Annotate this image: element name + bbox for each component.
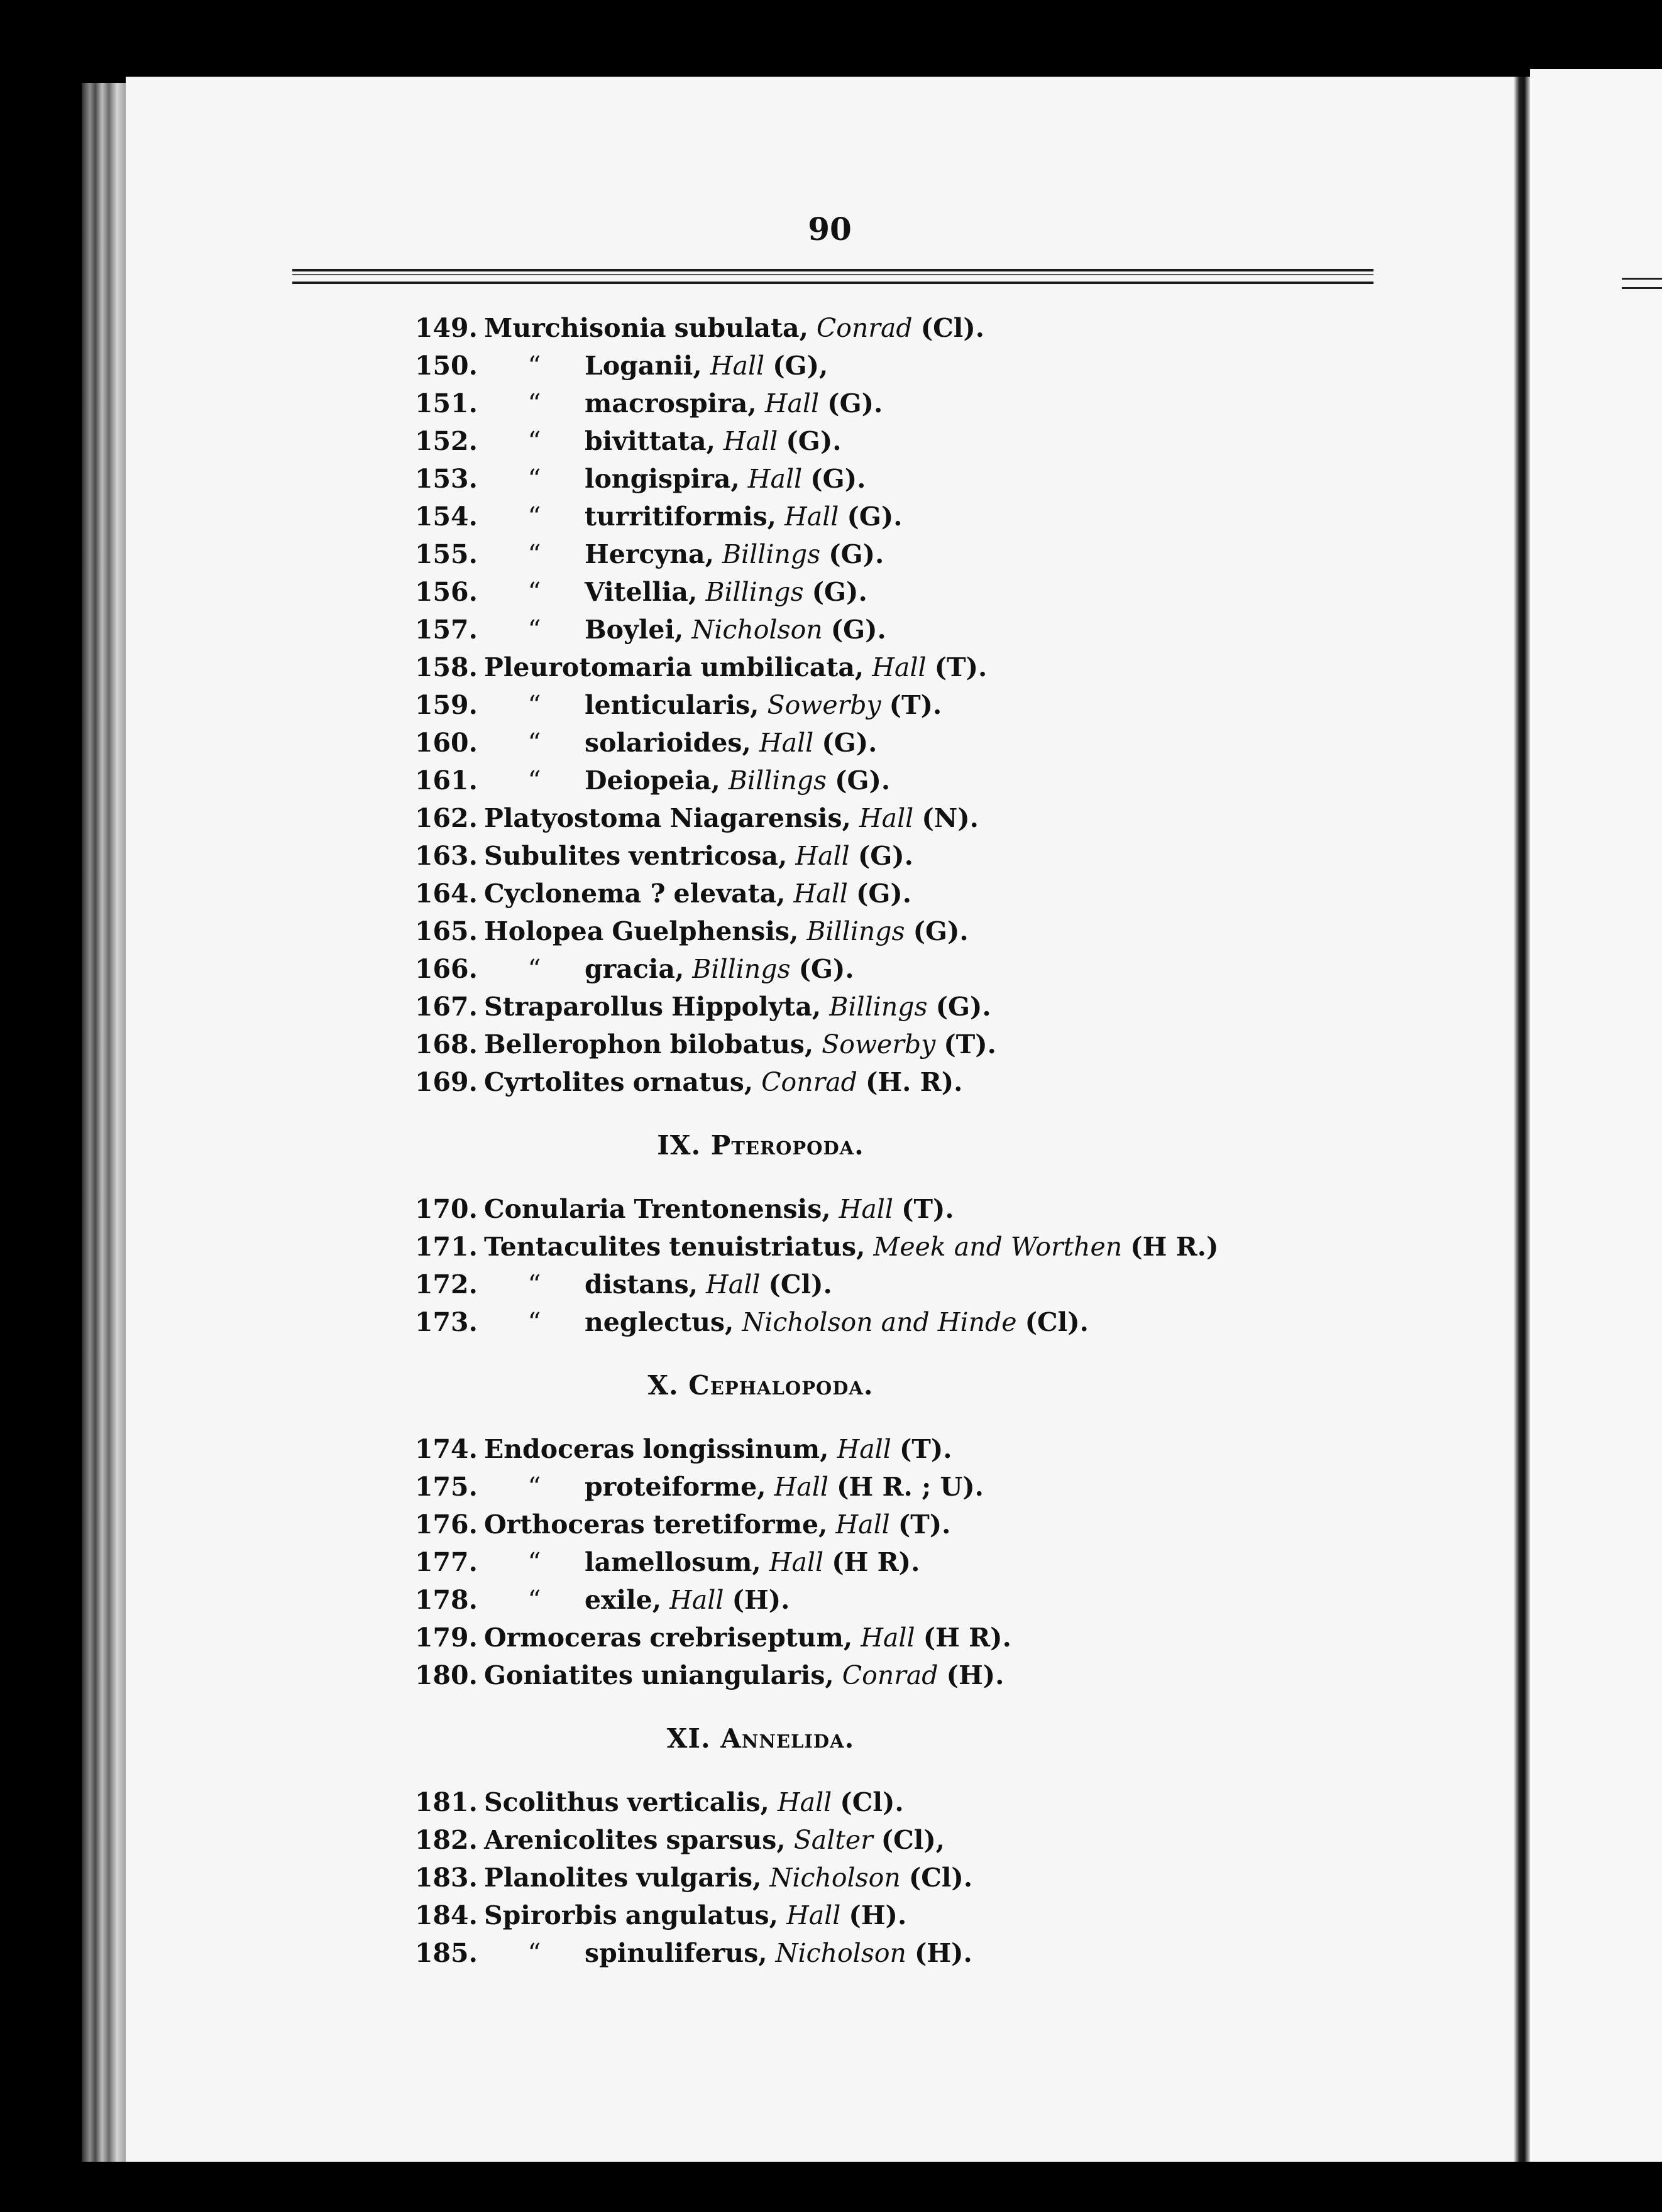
list-item bbox=[415, 1543, 1395, 1581]
locality-code: (G). bbox=[827, 388, 883, 419]
entry-number: 157. bbox=[415, 615, 478, 645]
author-name: Billings bbox=[705, 577, 804, 607]
author-name: Nicholson bbox=[769, 1863, 901, 1893]
author-name: Salter bbox=[793, 1825, 873, 1855]
list-item bbox=[415, 422, 1395, 460]
entry-number: 167. bbox=[415, 992, 478, 1022]
list-item bbox=[415, 1430, 1395, 1468]
list-item bbox=[415, 724, 1395, 762]
header-rule bbox=[292, 269, 1373, 284]
locality-code: (H). bbox=[946, 1660, 1004, 1690]
species-name: exile, bbox=[585, 1585, 662, 1615]
author-name: Hall bbox=[859, 803, 914, 833]
list-item bbox=[415, 573, 1395, 611]
entry-number: 182. bbox=[415, 1825, 478, 1855]
genus-name: Planolites bbox=[484, 1863, 629, 1893]
author-name: Hall bbox=[795, 841, 850, 871]
locality-code: (Cl). bbox=[920, 313, 984, 343]
species-name: subulata, bbox=[674, 313, 808, 343]
entry-number: 175. bbox=[415, 1472, 478, 1502]
entry-number: 163. bbox=[415, 841, 478, 871]
list-item bbox=[415, 988, 1395, 1026]
author-name: Billings bbox=[728, 765, 827, 796]
list-item bbox=[415, 1063, 1395, 1101]
locality-code: (T). bbox=[934, 652, 988, 682]
locality-code: (N). bbox=[922, 803, 979, 833]
entry-number: 159. bbox=[415, 690, 478, 720]
species-name: uniangularis, bbox=[641, 1660, 834, 1690]
species-name: Vitellia, bbox=[585, 577, 698, 607]
species-name: tenuistriatus, bbox=[669, 1232, 866, 1262]
entry-number: 152. bbox=[415, 426, 478, 456]
genus-name: Goniatites bbox=[484, 1660, 633, 1690]
scan-border bbox=[82, 2162, 1662, 2212]
author-name: Hall bbox=[872, 652, 927, 682]
list-item bbox=[415, 686, 1395, 724]
genus-name: Subulites bbox=[484, 841, 621, 871]
facing-page bbox=[1530, 69, 1662, 2168]
species-name: Loganii, bbox=[585, 351, 702, 381]
list-item bbox=[415, 837, 1395, 875]
entry-number: 155. bbox=[415, 539, 478, 569]
entry-number: 183. bbox=[415, 1863, 478, 1893]
entry-number: 164. bbox=[415, 879, 478, 909]
author-name: Nicholson bbox=[691, 615, 823, 645]
genus-name: Cyrtolites bbox=[484, 1067, 625, 1097]
author-name: Billings bbox=[722, 539, 821, 569]
genus-name: Bellerophon bbox=[484, 1029, 662, 1059]
author-name: Billings bbox=[692, 954, 791, 984]
locality-code: (G). bbox=[822, 728, 878, 758]
species-name: Deiopeia, bbox=[585, 765, 720, 796]
species-name: angulatus, bbox=[625, 1900, 778, 1930]
genus-name: Cyclonema ? bbox=[484, 879, 666, 909]
species-name: macrospira, bbox=[585, 388, 757, 419]
species-name: verticalis, bbox=[627, 1787, 769, 1817]
species-name: spinuliferus, bbox=[585, 1938, 768, 1968]
author-name: Hall bbox=[837, 1434, 891, 1464]
author-name: Hall bbox=[769, 1547, 824, 1577]
list-item bbox=[415, 1897, 1395, 1934]
locality-code: (G). bbox=[810, 464, 866, 494]
locality-code: (T). bbox=[898, 1509, 951, 1540]
author-name: Hall bbox=[861, 1623, 915, 1653]
author-name: Hall bbox=[759, 728, 814, 758]
author-name: Billings bbox=[829, 992, 928, 1022]
list-item bbox=[415, 347, 1395, 385]
ditto-mark: “ bbox=[527, 1585, 541, 1615]
species-name: Guelphensis, bbox=[612, 916, 799, 946]
species-name: distans, bbox=[585, 1269, 698, 1300]
locality-code: (G). bbox=[847, 501, 903, 532]
author-name: Hall bbox=[723, 426, 778, 456]
ditto-mark: “ bbox=[527, 1938, 541, 1968]
list-item bbox=[415, 460, 1395, 498]
entry-number: 158. bbox=[415, 652, 478, 682]
list-item bbox=[415, 1026, 1395, 1063]
ditto-mark: “ bbox=[527, 577, 541, 607]
locality-code: (G). bbox=[835, 765, 891, 796]
entry-number: 166. bbox=[415, 954, 478, 984]
author-name: Conrad bbox=[761, 1067, 857, 1097]
locality-code: (Cl), bbox=[881, 1825, 945, 1855]
entry-number: 181. bbox=[415, 1787, 478, 1817]
species-name: sparsus, bbox=[666, 1825, 786, 1855]
list-item bbox=[415, 1506, 1395, 1543]
species-name: crebriseptum, bbox=[649, 1623, 853, 1653]
locality-code: (G). bbox=[786, 426, 842, 456]
locality-code: (T). bbox=[944, 1029, 996, 1059]
author-name: Meek and Worthen bbox=[873, 1232, 1123, 1262]
locality-code: (H R). bbox=[923, 1623, 1011, 1653]
list-item bbox=[415, 649, 1395, 686]
locality-code: (G). bbox=[935, 992, 991, 1022]
entry-number: 160. bbox=[415, 728, 478, 758]
ditto-mark: “ bbox=[527, 728, 541, 758]
locality-code: (H R.) bbox=[1130, 1232, 1219, 1262]
entry-number: 154. bbox=[415, 501, 478, 532]
author-name: Hall bbox=[786, 1900, 841, 1930]
author-name: Hall bbox=[764, 388, 820, 419]
list-item bbox=[415, 1468, 1395, 1506]
species-name: lamellosum, bbox=[585, 1547, 761, 1577]
entry-number: 161. bbox=[415, 765, 478, 796]
ditto-mark: “ bbox=[527, 1269, 541, 1300]
author-name: Hall bbox=[747, 464, 803, 494]
ditto-mark: “ bbox=[527, 501, 541, 532]
genus-name: Ormoceras bbox=[484, 1623, 642, 1653]
species-name: teretiforme, bbox=[652, 1509, 828, 1540]
author-name: Hall bbox=[774, 1472, 829, 1502]
entry-number: 178. bbox=[415, 1585, 478, 1615]
locality-code: (Cl). bbox=[768, 1269, 832, 1300]
entry-number: 170. bbox=[415, 1194, 478, 1224]
list-item bbox=[415, 1821, 1395, 1859]
genus-name: Spirorbis bbox=[484, 1900, 617, 1930]
species-list bbox=[415, 309, 1395, 1972]
locality-code: (H R. ; U). bbox=[837, 1472, 984, 1502]
author-name: Conrad bbox=[816, 313, 913, 343]
species-name: longissinum, bbox=[642, 1434, 829, 1464]
locality-code: (H). bbox=[914, 1938, 972, 1968]
locality-code: (G). bbox=[812, 577, 867, 607]
locality-code: (T). bbox=[889, 690, 942, 720]
ditto-mark: “ bbox=[527, 426, 541, 456]
author-name: Hall bbox=[777, 1787, 832, 1817]
locality-code: (G), bbox=[773, 351, 828, 381]
ditto-mark: “ bbox=[527, 539, 541, 569]
section-heading: XI. Annelida. bbox=[666, 1723, 855, 1754]
list-item bbox=[415, 1190, 1395, 1228]
list-item bbox=[415, 498, 1395, 535]
entry-number: 180. bbox=[415, 1660, 478, 1690]
species-name: gracia, bbox=[585, 954, 685, 984]
entry-number: 174. bbox=[415, 1434, 478, 1464]
list-item bbox=[415, 912, 1395, 950]
ditto-mark: “ bbox=[527, 1547, 541, 1577]
genus-name: Platyostoma bbox=[484, 803, 662, 833]
species-name: Hippolyta, bbox=[671, 992, 822, 1022]
list-item bbox=[415, 1228, 1395, 1266]
locality-code: (G). bbox=[798, 954, 854, 984]
species-name: ventricosa, bbox=[629, 841, 788, 871]
ditto-mark: “ bbox=[527, 464, 541, 494]
entry-number: 171. bbox=[415, 1232, 478, 1262]
list-item bbox=[415, 1783, 1395, 1821]
ditto-mark: “ bbox=[527, 1307, 541, 1337]
list-item bbox=[415, 1934, 1395, 1972]
author-name: Conrad bbox=[842, 1660, 938, 1690]
list-item bbox=[415, 875, 1395, 912]
locality-code: (G). bbox=[913, 916, 969, 946]
book-gutter bbox=[1514, 77, 1530, 2163]
author-name: Billings bbox=[806, 916, 905, 946]
locality-code: (G). bbox=[856, 879, 912, 909]
species-name: bivittata, bbox=[585, 426, 715, 456]
species-name: elevata, bbox=[673, 879, 786, 909]
section-heading: X. Cephalopoda. bbox=[647, 1370, 874, 1401]
list-item bbox=[415, 762, 1395, 799]
ditto-mark: “ bbox=[527, 690, 541, 720]
species-name: bilobatus, bbox=[669, 1029, 814, 1059]
ditto-mark: “ bbox=[527, 351, 541, 381]
ditto-mark: “ bbox=[527, 1472, 541, 1502]
author-name: Sowerby bbox=[767, 690, 881, 720]
genus-name: Orthoceras bbox=[484, 1509, 645, 1540]
entry-number: 150. bbox=[415, 351, 478, 381]
author-name: Hall bbox=[784, 501, 839, 532]
species-name: proteiforme, bbox=[585, 1472, 766, 1502]
page-number: 90 bbox=[808, 211, 852, 248]
locality-code: (G). bbox=[828, 539, 884, 569]
genus-name: Murchisonia bbox=[484, 313, 666, 343]
entry-number: 153. bbox=[415, 464, 478, 494]
ditto-mark: “ bbox=[527, 388, 541, 419]
ditto-mark: “ bbox=[527, 615, 541, 645]
species-name: ornatus, bbox=[632, 1067, 754, 1097]
species-name: solarioides, bbox=[585, 728, 751, 758]
author-name: Hall bbox=[706, 1269, 761, 1300]
genus-name: Scolithus bbox=[484, 1787, 619, 1817]
species-name: longispira, bbox=[585, 464, 740, 494]
list-item bbox=[415, 385, 1395, 422]
list-item bbox=[415, 950, 1395, 988]
locality-code: (H R). bbox=[832, 1547, 920, 1577]
locality-code: (H). bbox=[849, 1900, 907, 1930]
species-name: turritiformis, bbox=[585, 501, 776, 532]
author-name: Hall bbox=[669, 1585, 724, 1615]
species-name: Hercyna, bbox=[585, 539, 714, 569]
author-name: Hall bbox=[710, 351, 765, 381]
ditto-mark: “ bbox=[527, 954, 541, 984]
entry-number: 162. bbox=[415, 803, 478, 833]
locality-code: (Cl). bbox=[908, 1863, 973, 1893]
section-heading: IX. Pteropoda. bbox=[657, 1130, 864, 1161]
species-name: Boylei, bbox=[585, 615, 684, 645]
locality-code: (Cl). bbox=[1025, 1307, 1089, 1337]
locality-code: (T). bbox=[899, 1434, 952, 1464]
genus-name: Pleurotomaria bbox=[484, 652, 693, 682]
entry-number: 168. bbox=[415, 1029, 478, 1059]
list-item bbox=[415, 535, 1395, 573]
list-item bbox=[415, 1656, 1395, 1694]
author-name: Hall bbox=[839, 1194, 894, 1224]
genus-name: Holopea bbox=[484, 916, 604, 946]
genus-name: Straparollus bbox=[484, 992, 663, 1022]
author-name: Hall bbox=[835, 1509, 890, 1540]
entry-number: 177. bbox=[415, 1547, 478, 1577]
entry-number: 151. bbox=[415, 388, 478, 419]
species-name: vulgaris, bbox=[636, 1863, 762, 1893]
species-name: Trentonensis, bbox=[634, 1194, 831, 1224]
species-name: lenticularis, bbox=[585, 690, 759, 720]
species-name: umbilicata, bbox=[700, 652, 864, 682]
genus-name: Conularia bbox=[484, 1194, 626, 1224]
list-item bbox=[415, 1619, 1395, 1656]
genus-name: Endoceras bbox=[484, 1434, 635, 1464]
locality-code: (T). bbox=[901, 1194, 954, 1224]
locality-code: (H. R). bbox=[865, 1067, 963, 1097]
entry-number: 149. bbox=[415, 313, 478, 343]
entry-number: 165. bbox=[415, 916, 478, 946]
author-name: Sowerby bbox=[822, 1029, 936, 1059]
locality-code: (G). bbox=[830, 615, 886, 645]
entry-number: 176. bbox=[415, 1509, 478, 1540]
entry-number: 169. bbox=[415, 1067, 478, 1097]
list-item bbox=[415, 1581, 1395, 1619]
entry-number: 185. bbox=[415, 1938, 478, 1968]
locality-code: (G). bbox=[857, 841, 913, 871]
list-item bbox=[415, 1266, 1395, 1303]
list-item bbox=[415, 799, 1395, 837]
genus-name: Tentaculites bbox=[484, 1232, 661, 1262]
species-name: Niagarensis, bbox=[669, 803, 851, 833]
author-name: Hall bbox=[793, 879, 848, 909]
list-item bbox=[415, 1303, 1395, 1341]
list-item bbox=[415, 611, 1395, 649]
entry-number: 156. bbox=[415, 577, 478, 607]
list-item bbox=[415, 1859, 1395, 1897]
entry-number: 179. bbox=[415, 1623, 478, 1653]
author-name: Nicholson and Hinde bbox=[742, 1307, 1017, 1337]
genus-name: Arenicolites bbox=[484, 1825, 658, 1855]
locality-code: (Cl). bbox=[840, 1787, 904, 1817]
book-edge bbox=[82, 83, 127, 2169]
locality-code: (H). bbox=[732, 1585, 790, 1615]
species-name: neglectus, bbox=[585, 1307, 734, 1337]
entry-number: 173. bbox=[415, 1307, 478, 1337]
entry-number: 184. bbox=[415, 1900, 478, 1930]
list-item bbox=[415, 309, 1395, 347]
ditto-mark: “ bbox=[527, 765, 541, 796]
facing-page-rule bbox=[1622, 278, 1662, 289]
entry-number: 172. bbox=[415, 1269, 478, 1300]
author-name: Nicholson bbox=[775, 1938, 906, 1968]
